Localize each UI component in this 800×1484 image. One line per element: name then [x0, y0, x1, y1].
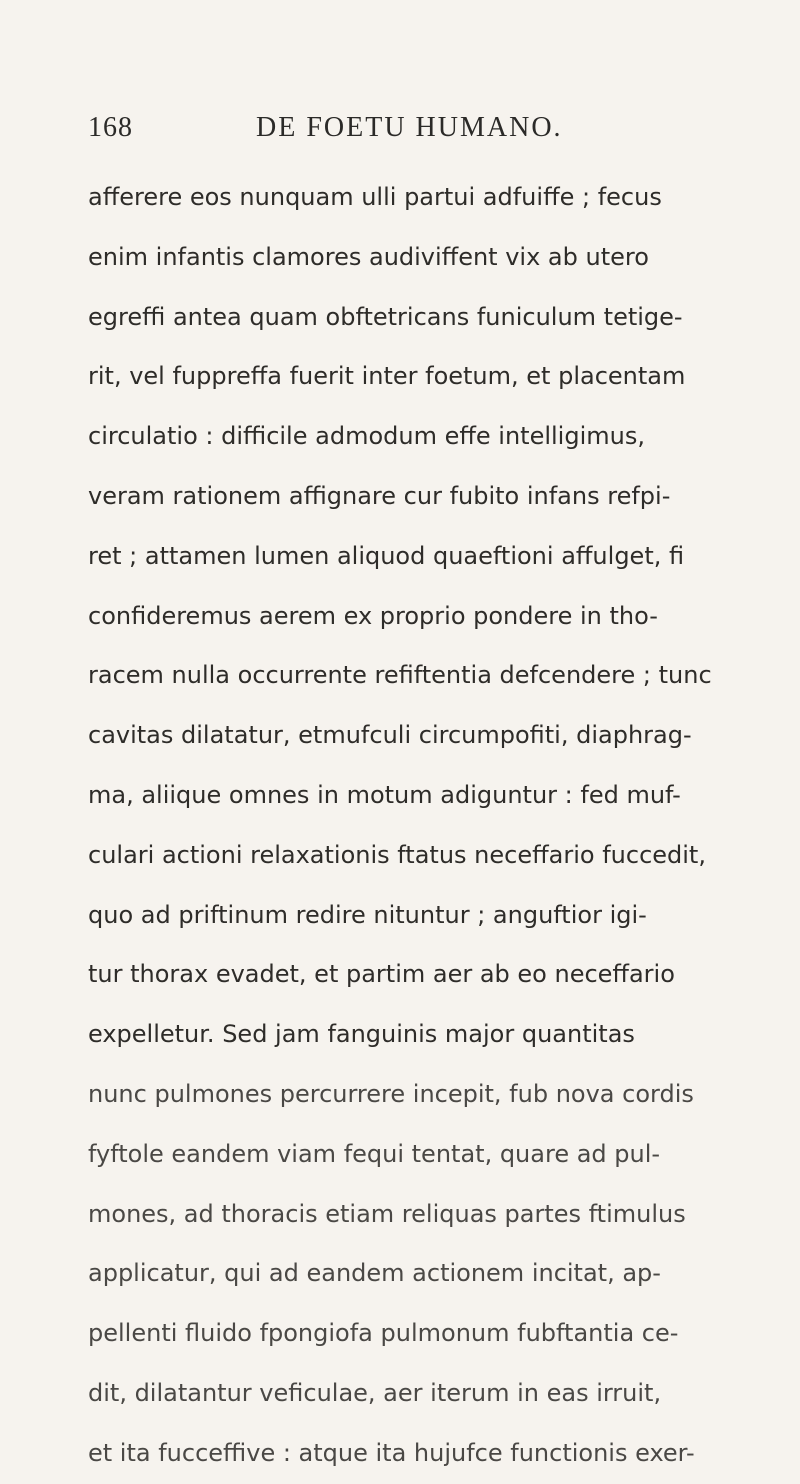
body-text	[88, 168, 748, 1484]
text-line: tur thorax evadet, et partim aer ab eo neceffario	[88, 960, 675, 989]
text-line: veram rationem affignare cur fubito infans refpi-	[88, 481, 671, 510]
text-line: ret ; attamen lumen aliquod quaeftioni affulget, fi	[88, 541, 685, 570]
text-line: racem nulla occurrente refiftentia defcendere ; tunc	[88, 661, 712, 690]
text-line: circulatio : difficile admodum effe intelligimus,	[88, 422, 645, 451]
text-line: cavitas dilatatur, etmufculi circumpofiti, diaphrag-	[88, 721, 692, 750]
text-line: egreffi antea quam obftetricans funiculum tetige-	[88, 302, 683, 331]
text-line: culari actioni relaxationis ftatus neceffario fuccedit,	[88, 840, 706, 869]
page-number: 168	[88, 112, 133, 143]
text-line: confideremus aerem ex proprio pondere in tho-	[88, 601, 658, 630]
text-line: nunc pulmones percurrere incepit, fub nova cordis	[88, 1079, 694, 1108]
text-line: et ita fucceffive : atque ita hujufce functionis exer-	[88, 1438, 695, 1467]
text-line: enim infantis clamores audiviffent vix ab utero	[88, 242, 649, 271]
text-line: quo ad priftinum redire nituntur ; anguftior igi-	[88, 900, 647, 929]
text-line: rit, vel fuppreffa fuerit inter foetum, et placentam	[88, 362, 686, 391]
text-line: dit, dilatantur veficulae, aer iterum in eas irruit,	[88, 1378, 662, 1407]
text-line: fyftole eandem viam fequi tentat, quare ad pul-	[88, 1139, 661, 1168]
text-line: afferere eos nunquam ulli partui adfuiffe ; fecus	[88, 183, 662, 211]
text-line: applicatur, qui ad eandem actionem incitat, ap-	[88, 1259, 661, 1288]
text-line: expelletur. Sed jam fanguinis major quantitas	[88, 1020, 635, 1049]
running-title: DE FOETU HUMANO.	[256, 112, 563, 143]
text-line: ma, aliique omnes in motum adiguntur : fed muf-	[88, 780, 681, 809]
running-head	[88, 112, 708, 152]
text-line: mones, ad thoracis etiam reliquas partes ftimulus	[88, 1199, 686, 1228]
text-line: pellenti fluido fpongiofa pulmonum fubftantia ce-	[88, 1319, 679, 1348]
